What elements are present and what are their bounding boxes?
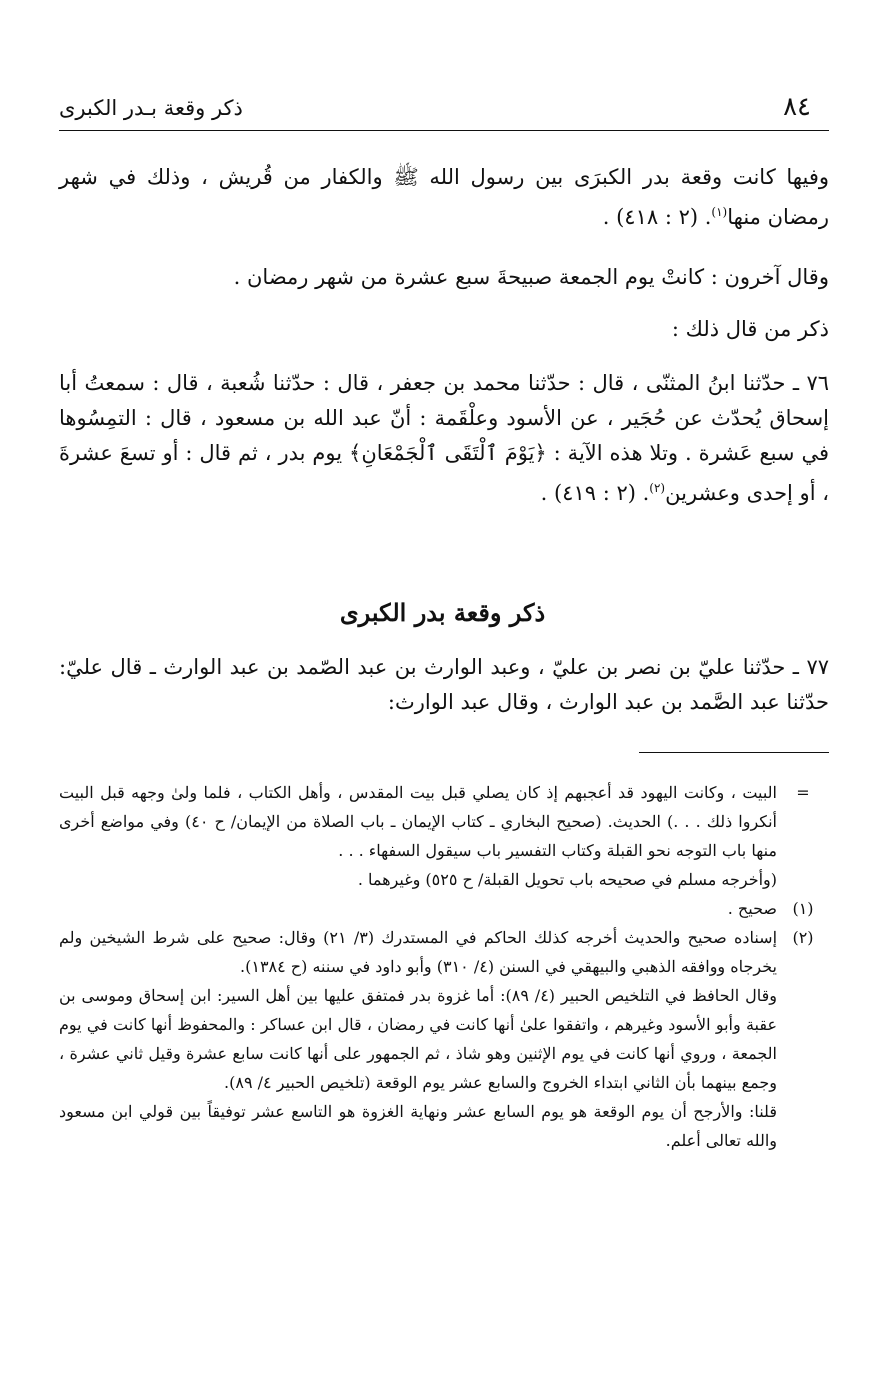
footnote-2-paragraph: وقال الحافظ في التلخيص الحبير (٤/ ٨٩): أما غزوة بدر فمتفق عليها بين أهل السير: ابن إسحاق وموسى بن عقبة وأبو الأسود وغيرهم ، واتفقوا علىٰ أنها كانت في رمضان ، قال ابن عساكر : والمحفوظ أنها كانت في يوم الجمعة ، وروي أنها كانت في يوم الإثنين وهو شاذ ، ثم الجمهور على أنها كانت سابع عشرة وقيل ثاني عشرة ، وجمع بينهما بأن الثاني ابتداء الخروج والسابع عشر يوم الوقعة (تلخيص الحبير ٤/ ٨٩). bbox=[59, 986, 778, 1092]
hadith-77: ٧٧ ـ حدّثنا عليّ بن نصر بن عليّ ، وعبد الوارث بن عبد الصّمد بن عبد الوارث ـ قال عليّ: حدّثنا عبد الصَّمد بن عبد الوارث ، وقال عبد الوارث: bbox=[59, 655, 829, 714]
footnote-ref-2: (٢) bbox=[649, 481, 666, 495]
continuation-marker: = bbox=[796, 783, 810, 802]
footnote-divider bbox=[639, 752, 829, 753]
paragraph-subheading: ذكر من قال ذلك : bbox=[671, 317, 829, 341]
citation: . (٢ : ٤١٨) . bbox=[602, 205, 712, 229]
footnote-2 bbox=[59, 923, 829, 981]
paragraph-badr-date bbox=[59, 160, 829, 235]
hadith-text: ٧٦ ـ حدّثنا ابنُ المثنّى ، قال : حدّثنا محمد بن جعفر ، قال : حدّثنا شُعبة ، قال : سمعتُ أبا إسحاق يُحدّث عن حُجَير ، عن الأسود وعلْقَمة : أنّ عبد الله بن مسعود ، قال : التمِسُوها في سبع عَشرة . وتلا هذه الآية : ﴿يَوْمَ ٱلْتَقَى ٱلْجَمْعَانِ﴾ يوم بدر ، ثم قال : أو تسعَ عشرةَ ، أو إحدى وعشرين bbox=[59, 371, 829, 505]
paragraph-text: وفيها كانت وقعة بدر الكبرَى بين رسول الله ﷺ والكفار من قُريش ، وذلك في شهر رمضان منها bbox=[59, 165, 829, 229]
footnote-marker: (١) bbox=[792, 899, 814, 918]
footnote-2-paragraph: قلنا: والأرجح أن يوم الوقعة هو يوم السابع عشر ونهاية الغزوة هو التاسع عشر توفيقاً بين قولي ابن مسعود والله تعالى أعلم. bbox=[59, 1102, 777, 1150]
footnote-ref-1: (١) bbox=[711, 205, 728, 219]
footnote-text: إسناده صحيح والحديث أخرجه كذلك الحاكم في المستدرك (٣/ ٢١) وقال: صحيح على شرط الشيخين ولم يخرجاه ووافقه الذهبي والبيهقي في السنن (٤/ ٣١٠) وأبو داود في سننه (ح ١٣٨٤). bbox=[59, 928, 778, 976]
footnote-marker: (٢) bbox=[792, 928, 814, 947]
hadith-76 bbox=[59, 366, 829, 511]
footnote-continuation-line: (وأخرجه مسلم في صحيحه باب تحويل القبلة/ ح ٥٢٥) وغيرهما . bbox=[357, 870, 777, 889]
footnote-text: صحيح . bbox=[727, 899, 777, 918]
running-header bbox=[59, 90, 829, 131]
footnote-continuation bbox=[59, 778, 829, 865]
citation: . (٢ : ٤١٩) . bbox=[540, 481, 650, 505]
page-number: ٨٤ bbox=[783, 92, 811, 122]
section-heading: ذكر وقعة بدر الكبرى bbox=[339, 598, 546, 627]
footnote-text: البيت ، وكانت اليهود قد أعجبهم إذ كان يصلي قبل بيت المقدس ، وأهل الكتاب ، فلما ولىٰ وجهه قبل البيت أنكروا ذلك . . .) الحديث. (صحيح البخاري ـ كتاب الإيمان ـ باب الصلاة من الإيمان/ ح ٤٠) وفي مواضع أخرى منها باب التوجه نحو القبلة وكتاب التفسير باب سيقول السفهاء . . . bbox=[59, 783, 778, 860]
running-title: ذكر وقعة بـدر الكبرى bbox=[59, 96, 243, 120]
paragraph-other-opinion: وقال آخرون : كانتْ يوم الجمعة صبيحةَ سبع عشرة من شهر رمضان . bbox=[233, 265, 829, 289]
footnotes bbox=[59, 778, 829, 1155]
footnote-1 bbox=[59, 894, 829, 923]
